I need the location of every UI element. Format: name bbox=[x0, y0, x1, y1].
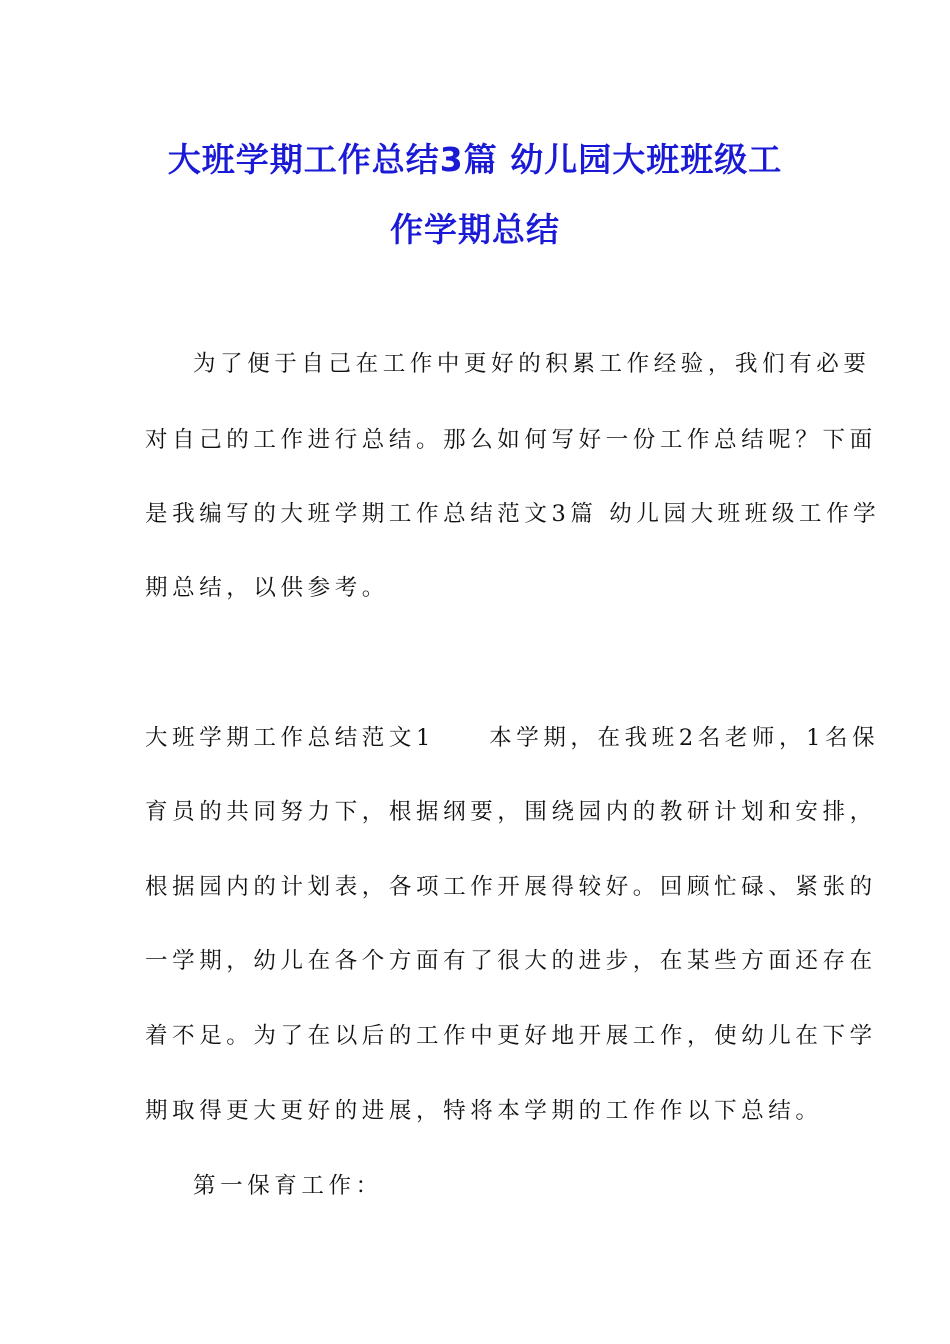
intro-paragraph-line-4: 期总结，以供参考。 bbox=[145, 575, 389, 601]
sample-paragraph-line-4: 一学期，幼儿在各个方面有了很大的进步，在某些方面还存在 bbox=[145, 948, 877, 974]
document-title-line-1: 大班学期工作总结3篇 幼儿园大班班级工 bbox=[167, 140, 783, 179]
document-title-line-2: 作学期总结 bbox=[390, 210, 560, 249]
sample-paragraph-line-1: 大班学期工作总结范文1 本学期，在我班2名老师，1名保 bbox=[145, 725, 880, 751]
section-heading-care-work: 第一保育工作： bbox=[193, 1173, 383, 1199]
intro-paragraph-line-1: 为了便于自己在工作中更好的积累工作经验，我们有必要 bbox=[193, 351, 871, 377]
sample-paragraph-line-5: 着不足。为了在以后的工作中更好地开展工作，使幼儿在下学 bbox=[145, 1023, 877, 1049]
sample-paragraph-line-3: 根据园内的计划表，各项工作开展得较好。回顾忙碌、紧张的 bbox=[145, 874, 877, 900]
intro-paragraph-line-3: 是我编写的大班学期工作总结范文3篇 幼儿园大班班级工作学 bbox=[145, 501, 881, 527]
sample-paragraph-line-6: 期取得更大更好的进展，特将本学期的工作作以下总结。 bbox=[145, 1098, 823, 1124]
sample-paragraph-line-2: 育员的共同努力下，根据纲要，围绕园内的教研计划和安排， bbox=[145, 799, 877, 825]
intro-paragraph-line-2: 对自己的工作进行总结。那么如何写好一份工作总结呢？下面 bbox=[145, 427, 877, 453]
